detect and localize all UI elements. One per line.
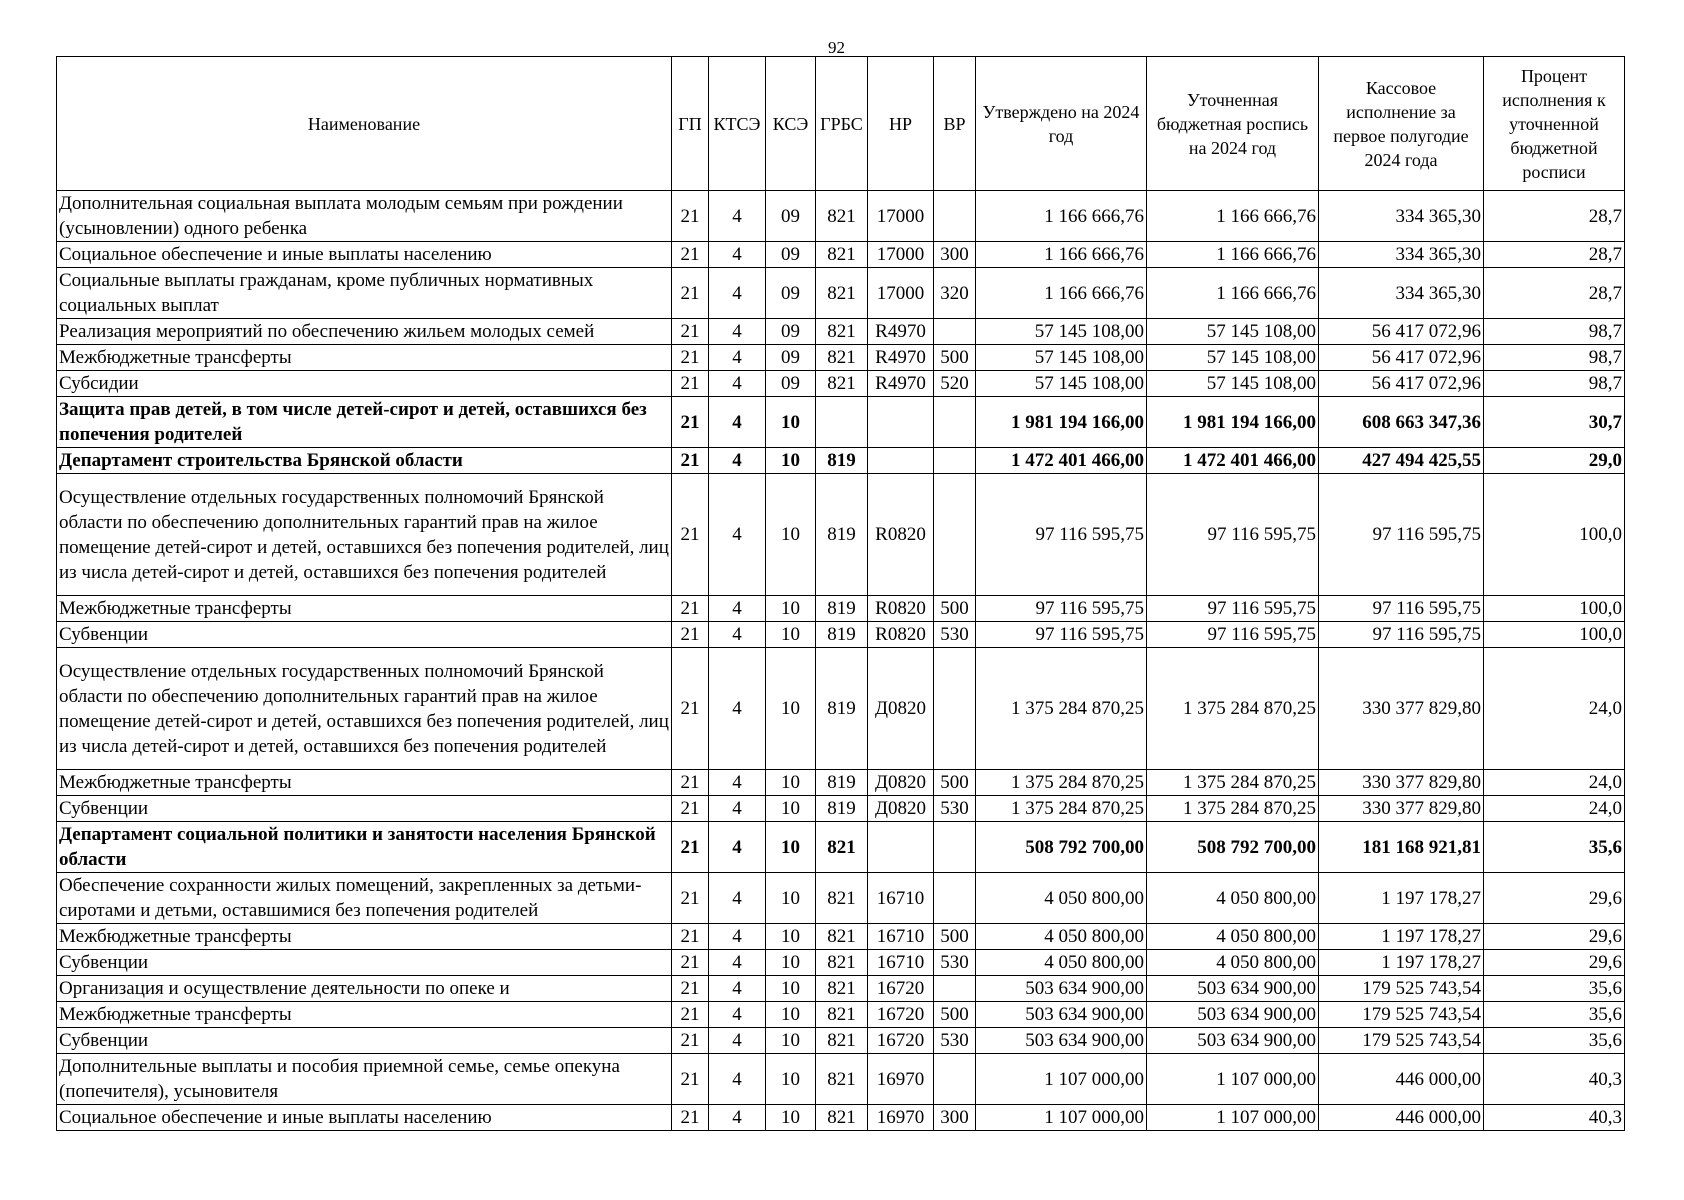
table-row — [57, 319, 1625, 345]
header-vr: ВР — [934, 57, 976, 191]
cell-name: Субвенции — [57, 950, 672, 976]
cell-ktse: 4 — [709, 770, 766, 796]
cell-ktse: 4 — [709, 448, 766, 474]
cell-approved: 1 166 666,76 — [976, 268, 1147, 319]
cell-np: R0820 — [868, 474, 934, 596]
cell-refined: 97 116 595,75 — [1147, 622, 1319, 648]
cell-kse: 10 — [766, 596, 816, 622]
cell-refined: 1 166 666,76 — [1147, 191, 1319, 242]
cell-cash: 56 417 072,96 — [1319, 319, 1484, 345]
cell-name: Субсидии — [57, 371, 672, 397]
cell-kse: 09 — [766, 191, 816, 242]
cell-refined: 1 375 284 870,25 — [1147, 770, 1319, 796]
cell-approved: 1 981 194 166,00 — [976, 397, 1147, 448]
cell-name: Дополнительные выплаты и пособия приемной семье, семье опекуна (попечителя), усыновителя — [57, 1054, 672, 1105]
header-ktse: КТСЭ — [709, 57, 766, 191]
cell-name: Субвенции — [57, 622, 672, 648]
cell-cash: 427 494 425,55 — [1319, 448, 1484, 474]
table-row — [57, 1028, 1625, 1054]
cell-vr: 520 — [934, 371, 976, 397]
cell-cash: 179 525 743,54 — [1319, 976, 1484, 1002]
cell-approved: 503 634 900,00 — [976, 976, 1147, 1002]
cell-approved: 1 166 666,76 — [976, 191, 1147, 242]
header-kse: КСЭ — [766, 57, 816, 191]
cell-grbs: 819 — [816, 648, 868, 770]
cell-refined: 503 634 900,00 — [1147, 1028, 1319, 1054]
cell-approved: 97 116 595,75 — [976, 622, 1147, 648]
cell-vr: 300 — [934, 1105, 976, 1131]
cell-gp: 21 — [672, 191, 709, 242]
cell-ktse: 4 — [709, 242, 766, 268]
cell-np: 16710 — [868, 924, 934, 950]
cell-refined: 1 166 666,76 — [1147, 268, 1319, 319]
cell-cash: 181 168 921,81 — [1319, 822, 1484, 873]
cell-approved: 57 145 108,00 — [976, 371, 1147, 397]
cell-np: 16720 — [868, 1028, 934, 1054]
cell-gp: 21 — [672, 319, 709, 345]
cell-vr: 500 — [934, 770, 976, 796]
cell-ktse: 4 — [709, 873, 766, 924]
cell-percent: 35,6 — [1484, 822, 1625, 873]
cell-kse: 10 — [766, 397, 816, 448]
cell-name: Дополнительная социальная выплата молодым семьям при рождении (усыновлении) одного ребенка — [57, 191, 672, 242]
cell-grbs — [816, 397, 868, 448]
cell-gp: 21 — [672, 448, 709, 474]
cell-refined: 57 145 108,00 — [1147, 371, 1319, 397]
cell-kse: 10 — [766, 873, 816, 924]
cell-refined: 1 472 401 466,00 — [1147, 448, 1319, 474]
cell-ktse: 4 — [709, 1002, 766, 1028]
header-refined: Уточненная бюджетная роспись на 2024 год — [1147, 57, 1319, 191]
cell-percent: 98,7 — [1484, 319, 1625, 345]
table-row — [57, 242, 1625, 268]
cell-grbs: 819 — [816, 474, 868, 596]
cell-approved: 508 792 700,00 — [976, 822, 1147, 873]
cell-np: R0820 — [868, 596, 934, 622]
cell-cash: 1 197 178,27 — [1319, 873, 1484, 924]
cell-grbs: 821 — [816, 191, 868, 242]
cell-vr: 500 — [934, 345, 976, 371]
cell-gp: 21 — [672, 596, 709, 622]
cell-name: Департамент социальной политики и занятости населения Брянской области — [57, 822, 672, 873]
cell-ktse: 4 — [709, 1028, 766, 1054]
cell-vr: 530 — [934, 622, 976, 648]
cell-ktse: 4 — [709, 371, 766, 397]
cell-grbs: 821 — [816, 1002, 868, 1028]
cell-approved: 4 050 800,00 — [976, 873, 1147, 924]
cell-kse: 10 — [766, 770, 816, 796]
cell-gp: 21 — [672, 1054, 709, 1105]
cell-np: Д0820 — [868, 796, 934, 822]
cell-gp: 21 — [672, 1105, 709, 1131]
cell-vr — [934, 648, 976, 770]
table-row — [57, 397, 1625, 448]
cell-gp: 21 — [672, 474, 709, 596]
cell-np: 16720 — [868, 1002, 934, 1028]
cell-percent: 35,6 — [1484, 1002, 1625, 1028]
cell-cash: 330 377 829,80 — [1319, 796, 1484, 822]
cell-name: Межбюджетные трансферты — [57, 924, 672, 950]
cell-refined: 1 375 284 870,25 — [1147, 796, 1319, 822]
cell-approved: 1 375 284 870,25 — [976, 796, 1147, 822]
cell-grbs: 821 — [816, 950, 868, 976]
cell-name: Реализация мероприятий по обеспечению жильем молодых семей — [57, 319, 672, 345]
cell-gp: 21 — [672, 822, 709, 873]
cell-kse: 09 — [766, 371, 816, 397]
cell-kse: 10 — [766, 822, 816, 873]
cell-vr: 500 — [934, 596, 976, 622]
cell-grbs: 821 — [816, 268, 868, 319]
cell-cash: 334 365,30 — [1319, 191, 1484, 242]
cell-kse: 10 — [766, 796, 816, 822]
cell-percent: 40,3 — [1484, 1105, 1625, 1131]
cell-kse: 10 — [766, 924, 816, 950]
cell-percent: 29,6 — [1484, 924, 1625, 950]
cell-np: R4970 — [868, 371, 934, 397]
cell-np: Д0820 — [868, 770, 934, 796]
cell-approved: 1 472 401 466,00 — [976, 448, 1147, 474]
cell-vr: 530 — [934, 796, 976, 822]
cell-approved: 1 107 000,00 — [976, 1105, 1147, 1131]
cell-refined: 1 981 194 166,00 — [1147, 397, 1319, 448]
cell-grbs: 821 — [816, 1105, 868, 1131]
cell-percent: 35,6 — [1484, 1028, 1625, 1054]
cell-gp: 21 — [672, 397, 709, 448]
cell-name: Социальное обеспечение и иные выплаты населению — [57, 1105, 672, 1131]
cell-kse: 10 — [766, 950, 816, 976]
header-row — [57, 57, 1625, 191]
cell-vr: 500 — [934, 924, 976, 950]
cell-np: 16710 — [868, 873, 934, 924]
cell-percent: 100,0 — [1484, 622, 1625, 648]
table-row — [57, 648, 1625, 770]
cell-np — [868, 397, 934, 448]
cell-approved: 97 116 595,75 — [976, 596, 1147, 622]
cell-percent: 35,6 — [1484, 976, 1625, 1002]
cell-name: Социальное обеспечение и иные выплаты населению — [57, 242, 672, 268]
cell-name: Субвенции — [57, 1028, 672, 1054]
page-number: 92 — [828, 38, 845, 57]
cell-approved: 503 634 900,00 — [976, 1002, 1147, 1028]
cell-ktse: 4 — [709, 191, 766, 242]
cell-name: Межбюджетные трансферты — [57, 770, 672, 796]
cell-cash: 56 417 072,96 — [1319, 371, 1484, 397]
cell-vr — [934, 1054, 976, 1105]
cell-gp: 21 — [672, 242, 709, 268]
cell-gp: 21 — [672, 648, 709, 770]
cell-gp: 21 — [672, 873, 709, 924]
cell-grbs: 819 — [816, 770, 868, 796]
cell-kse: 10 — [766, 1105, 816, 1131]
cell-np: R4970 — [868, 345, 934, 371]
cell-name: Субвенции — [57, 796, 672, 822]
cell-percent: 28,7 — [1484, 191, 1625, 242]
table-row — [57, 976, 1625, 1002]
cell-np — [868, 822, 934, 873]
cell-refined: 1 107 000,00 — [1147, 1054, 1319, 1105]
cell-ktse: 4 — [709, 950, 766, 976]
cell-kse: 10 — [766, 1028, 816, 1054]
cell-approved: 1 166 666,76 — [976, 242, 1147, 268]
cell-grbs: 821 — [816, 924, 868, 950]
cell-vr — [934, 976, 976, 1002]
table-row — [57, 268, 1625, 319]
cell-vr: 500 — [934, 1002, 976, 1028]
cell-cash: 446 000,00 — [1319, 1054, 1484, 1105]
cell-cash: 179 525 743,54 — [1319, 1028, 1484, 1054]
cell-refined: 1 166 666,76 — [1147, 242, 1319, 268]
cell-grbs: 821 — [816, 873, 868, 924]
header-grbs: ГРБС — [816, 57, 868, 191]
cell-cash: 334 365,30 — [1319, 268, 1484, 319]
header-np: НР — [868, 57, 934, 191]
cell-name: Осуществление отдельных государственных полномочий Брянской области по обеспечению дополнительных гарантий прав на жилое помещение детей-сирот и детей, оставшихся без попечения родителей, лиц из числа детей-сирот и детей, оставшихся без попечения родителей — [57, 474, 672, 596]
table-row — [57, 822, 1625, 873]
cell-ktse: 4 — [709, 345, 766, 371]
cell-ktse: 4 — [709, 648, 766, 770]
cell-ktse: 4 — [709, 319, 766, 345]
cell-name: Защита прав детей, в том числе детей-сирот и детей, оставшихся без попечения родителей — [57, 397, 672, 448]
table-row — [57, 596, 1625, 622]
cell-refined: 508 792 700,00 — [1147, 822, 1319, 873]
cell-cash: 608 663 347,36 — [1319, 397, 1484, 448]
cell-refined: 503 634 900,00 — [1147, 1002, 1319, 1028]
cell-gp: 21 — [672, 268, 709, 319]
cell-kse: 10 — [766, 474, 816, 596]
cell-cash: 330 377 829,80 — [1319, 648, 1484, 770]
table-row — [57, 1054, 1625, 1105]
cell-percent: 28,7 — [1484, 268, 1625, 319]
cell-name: Межбюджетные трансферты — [57, 596, 672, 622]
cell-ktse: 4 — [709, 924, 766, 950]
cell-np: 16720 — [868, 976, 934, 1002]
cell-refined: 1 107 000,00 — [1147, 1105, 1319, 1131]
cell-refined: 4 050 800,00 — [1147, 873, 1319, 924]
cell-cash: 97 116 595,75 — [1319, 474, 1484, 596]
cell-np: R4970 — [868, 319, 934, 345]
cell-percent: 40,3 — [1484, 1054, 1625, 1105]
cell-ktse: 4 — [709, 1105, 766, 1131]
cell-percent: 29,6 — [1484, 950, 1625, 976]
cell-refined: 57 145 108,00 — [1147, 345, 1319, 371]
cell-refined: 4 050 800,00 — [1147, 924, 1319, 950]
cell-kse: 09 — [766, 319, 816, 345]
cell-cash: 1 197 178,27 — [1319, 924, 1484, 950]
table-row — [57, 622, 1625, 648]
cell-grbs: 821 — [816, 976, 868, 1002]
cell-gp: 21 — [672, 1028, 709, 1054]
cell-approved: 1 375 284 870,25 — [976, 648, 1147, 770]
cell-np: Д0820 — [868, 648, 934, 770]
cell-percent: 24,0 — [1484, 770, 1625, 796]
cell-np: R0820 — [868, 622, 934, 648]
table-row — [57, 474, 1625, 596]
cell-grbs: 821 — [816, 1028, 868, 1054]
cell-ktse: 4 — [709, 622, 766, 648]
budget-table — [56, 56, 1625, 1131]
cell-np: 17000 — [868, 268, 934, 319]
cell-cash: 1 197 178,27 — [1319, 950, 1484, 976]
table-row — [57, 770, 1625, 796]
cell-grbs: 821 — [816, 242, 868, 268]
cell-gp: 21 — [672, 622, 709, 648]
cell-name: Организация и осуществление деятельности по опеке и — [57, 976, 672, 1002]
cell-refined: 503 634 900,00 — [1147, 976, 1319, 1002]
cell-kse: 10 — [766, 1054, 816, 1105]
cell-grbs: 819 — [816, 448, 868, 474]
cell-vr — [934, 873, 976, 924]
cell-vr — [934, 474, 976, 596]
table-row — [57, 371, 1625, 397]
cell-vr: 320 — [934, 268, 976, 319]
cell-ktse: 4 — [709, 822, 766, 873]
cell-name: Социальные выплаты гражданам, кроме публичных нормативных социальных выплат — [57, 268, 672, 319]
cell-name: Обеспечение сохранности жилых помещений, закрепленных за детьми-сиротами и детьми, оставшимися без попечения родителей — [57, 873, 672, 924]
cell-kse: 09 — [766, 345, 816, 371]
cell-approved: 57 145 108,00 — [976, 345, 1147, 371]
cell-approved: 503 634 900,00 — [976, 1028, 1147, 1054]
cell-name: Межбюджетные трансферты — [57, 1002, 672, 1028]
cell-ktse: 4 — [709, 268, 766, 319]
cell-percent: 98,7 — [1484, 345, 1625, 371]
cell-percent: 24,0 — [1484, 648, 1625, 770]
cell-approved: 4 050 800,00 — [976, 950, 1147, 976]
cell-kse: 10 — [766, 448, 816, 474]
cell-gp: 21 — [672, 345, 709, 371]
cell-np: 17000 — [868, 242, 934, 268]
table-row — [57, 191, 1625, 242]
cell-name: Осуществление отдельных государственных полномочий Брянской области по обеспечению дополнительных гарантий прав на жилое помещение детей-сирот и детей, оставшихся без попечения родителей, лиц из числа детей-сирот и детей, оставшихся без попечения родителей — [57, 648, 672, 770]
cell-refined: 57 145 108,00 — [1147, 319, 1319, 345]
cell-grbs: 819 — [816, 622, 868, 648]
table-row — [57, 873, 1625, 924]
cell-refined: 4 050 800,00 — [1147, 950, 1319, 976]
cell-name: Межбюджетные трансферты — [57, 345, 672, 371]
cell-approved: 1 375 284 870,25 — [976, 770, 1147, 796]
cell-percent: 29,6 — [1484, 873, 1625, 924]
cell-grbs: 821 — [816, 822, 868, 873]
cell-refined: 97 116 595,75 — [1147, 596, 1319, 622]
cell-grbs: 821 — [816, 1054, 868, 1105]
cell-percent: 24,0 — [1484, 796, 1625, 822]
cell-cash: 334 365,30 — [1319, 242, 1484, 268]
header-approved: Утверждено на 2024 год — [976, 57, 1147, 191]
cell-gp: 21 — [672, 924, 709, 950]
cell-cash: 446 000,00 — [1319, 1105, 1484, 1131]
cell-grbs: 821 — [816, 345, 868, 371]
cell-vr — [934, 448, 976, 474]
cell-vr: 300 — [934, 242, 976, 268]
cell-cash: 97 116 595,75 — [1319, 596, 1484, 622]
cell-approved: 57 145 108,00 — [976, 319, 1147, 345]
cell-cash: 56 417 072,96 — [1319, 345, 1484, 371]
cell-kse: 10 — [766, 1002, 816, 1028]
cell-gp: 21 — [672, 371, 709, 397]
cell-name: Департамент строительства Брянской области — [57, 448, 672, 474]
cell-approved: 97 116 595,75 — [976, 474, 1147, 596]
cell-vr: 530 — [934, 1028, 976, 1054]
cell-ktse: 4 — [709, 796, 766, 822]
cell-gp: 21 — [672, 976, 709, 1002]
cell-kse: 10 — [766, 622, 816, 648]
cell-np: 16970 — [868, 1054, 934, 1105]
cell-refined: 97 116 595,75 — [1147, 474, 1319, 596]
cell-vr — [934, 319, 976, 345]
cell-kse: 09 — [766, 242, 816, 268]
table-row — [57, 950, 1625, 976]
cell-vr — [934, 191, 976, 242]
cell-kse: 10 — [766, 648, 816, 770]
header-gp: ГП — [672, 57, 709, 191]
header-cash: Кассовое исполнение за первое полугодие 2024 года — [1319, 57, 1484, 191]
cell-refined: 1 375 284 870,25 — [1147, 648, 1319, 770]
table-row — [57, 448, 1625, 474]
table-row — [57, 345, 1625, 371]
cell-cash: 97 116 595,75 — [1319, 622, 1484, 648]
cell-gp: 21 — [672, 950, 709, 976]
cell-vr — [934, 397, 976, 448]
header-percent: Процент исполнения к уточненной бюджетной росписи — [1484, 57, 1625, 191]
cell-percent: 28,7 — [1484, 242, 1625, 268]
cell-percent: 29,0 — [1484, 448, 1625, 474]
cell-grbs: 819 — [816, 596, 868, 622]
table-row — [57, 796, 1625, 822]
cell-ktse: 4 — [709, 976, 766, 1002]
cell-cash: 330 377 829,80 — [1319, 770, 1484, 796]
cell-percent: 100,0 — [1484, 596, 1625, 622]
table-row — [57, 1105, 1625, 1131]
cell-percent: 30,7 — [1484, 397, 1625, 448]
cell-percent: 98,7 — [1484, 371, 1625, 397]
cell-np: 16710 — [868, 950, 934, 976]
cell-approved: 4 050 800,00 — [976, 924, 1147, 950]
cell-vr: 530 — [934, 950, 976, 976]
cell-kse: 09 — [766, 268, 816, 319]
cell-gp: 21 — [672, 770, 709, 796]
cell-np: 16970 — [868, 1105, 934, 1131]
cell-ktse: 4 — [709, 1054, 766, 1105]
cell-percent: 100,0 — [1484, 474, 1625, 596]
table-row — [57, 924, 1625, 950]
cell-approved: 1 107 000,00 — [976, 1054, 1147, 1105]
cell-grbs: 821 — [816, 371, 868, 397]
cell-ktse: 4 — [709, 596, 766, 622]
cell-ktse: 4 — [709, 397, 766, 448]
cell-kse: 10 — [766, 976, 816, 1002]
cell-ktse: 4 — [709, 474, 766, 596]
header-name: Наименование — [57, 57, 672, 191]
cell-grbs: 819 — [816, 796, 868, 822]
cell-gp: 21 — [672, 796, 709, 822]
cell-cash: 179 525 743,54 — [1319, 1002, 1484, 1028]
cell-np: 17000 — [868, 191, 934, 242]
cell-grbs: 821 — [816, 319, 868, 345]
cell-vr — [934, 822, 976, 873]
table-row — [57, 1002, 1625, 1028]
cell-gp: 21 — [672, 1002, 709, 1028]
cell-np — [868, 448, 934, 474]
